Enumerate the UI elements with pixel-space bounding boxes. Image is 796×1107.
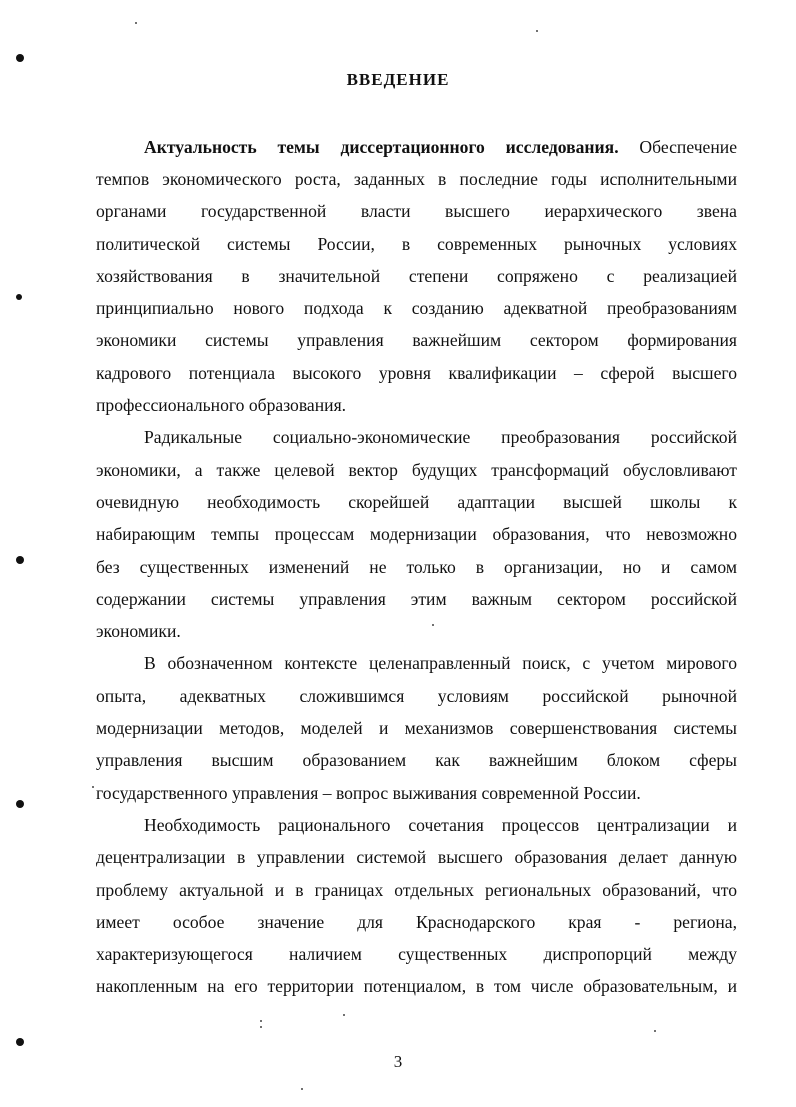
paragraph-2-line-6: содержании системы управления этим важным сектором российской bbox=[96, 589, 737, 609]
paragraph-3-line-3: модернизации методов, моделей и механизмов совершенствования системы bbox=[96, 718, 737, 738]
paragraph-2-line-4: набирающим темпы процессам модернизации образования, что невозможно bbox=[96, 524, 737, 544]
binding-hole-dot bbox=[16, 54, 24, 62]
scan-speck bbox=[432, 624, 434, 626]
paragraph-1-line-5: хозяйствования в значительной степени сопряжено с реализацией bbox=[96, 266, 737, 286]
paragraph-3-line-1: В обозначенном контексте целенаправленный поиск, с учетом мирового bbox=[144, 653, 737, 673]
paragraph-1-line-3: органами государственной власти высшего иерархического звена bbox=[96, 201, 737, 221]
paragraph-3-line-4: управления высшим образованием как важнейшим блоком сферы bbox=[96, 750, 737, 770]
paragraph-2-line-1: Радикальные социально-экономические преобразования российской bbox=[144, 427, 737, 447]
scan-speck bbox=[536, 30, 538, 32]
paragraph-4-line-5: характеризующегося наличием существенных диспропорций между bbox=[96, 944, 737, 964]
binding-hole-dot bbox=[16, 556, 24, 564]
paragraph-1-line-4: политической системы России, в современных рыночных условиях bbox=[96, 234, 737, 254]
page-number: 3 bbox=[393, 1052, 403, 1071]
paragraph-3-line-5: государственного управления – вопрос выживания современной России. bbox=[96, 783, 641, 803]
scan-speck bbox=[343, 1014, 345, 1016]
scan-speck bbox=[301, 1088, 303, 1090]
section-lead-bold: Актуальность темы диссертационного исследования. bbox=[144, 137, 619, 157]
paragraph-1-line-6: принципиально нового подхода к созданию адекватной преобразованиям bbox=[96, 298, 737, 318]
page-title: ВВЕДЕНИЕ bbox=[346, 70, 450, 89]
paragraph-4-line-6: накопленным на его территории потенциалом, в том числе образовательным, и bbox=[96, 976, 737, 996]
paragraph-1-line-9: профессионального образования. bbox=[96, 395, 347, 415]
paragraph-1-line-8: кадрового потенциала высокого уровня квалификации – сферой высшего bbox=[96, 363, 737, 383]
paragraph-1-line-1: Актуальность темы диссертационного исследования. Обеспечение bbox=[144, 137, 737, 157]
binding-hole-dot bbox=[16, 800, 24, 808]
paragraph-4-line-4: имеет особое значение для Краснодарского края - региона, bbox=[96, 912, 737, 932]
paragraph-1-line-2: темпов экономического роста, заданных в последние годы исполнительными bbox=[96, 169, 737, 189]
paragraph-2-line-5: без существенных изменений не только в организации, но и самом bbox=[96, 557, 737, 577]
scan-speck bbox=[260, 1026, 262, 1028]
paragraph-3-line-2: опыта, адекватных сложившимся условиям российской рыночной bbox=[96, 686, 737, 706]
paragraph-2-line-7: экономики. bbox=[96, 621, 181, 641]
paragraph-2-line-3: очевидную необходимость скорейшей адаптации высшей школы к bbox=[96, 492, 737, 512]
paragraph-4-line-3: проблему актуальной и в границах отдельных региональных образований, что bbox=[96, 880, 737, 900]
paragraph-2-line-2: экономики, а также целевой вектор будущих трансформаций обусловливают bbox=[96, 460, 737, 480]
paragraph-4-line-1: Необходимость рационального сочетания процессов централизации и bbox=[144, 815, 737, 835]
paragraph-4-line-2: децентрализации в управлении системой высшего образования делает данную bbox=[96, 847, 737, 867]
scan-speck bbox=[260, 1020, 262, 1022]
paragraph-1-line-7: экономики системы управления важнейшим сектором формирования bbox=[96, 330, 737, 350]
binding-hole-dot bbox=[16, 294, 22, 300]
scan-speck bbox=[654, 1030, 656, 1032]
binding-hole-dot bbox=[16, 1038, 24, 1046]
scan-speck bbox=[92, 786, 94, 788]
scan-speck bbox=[135, 22, 137, 24]
